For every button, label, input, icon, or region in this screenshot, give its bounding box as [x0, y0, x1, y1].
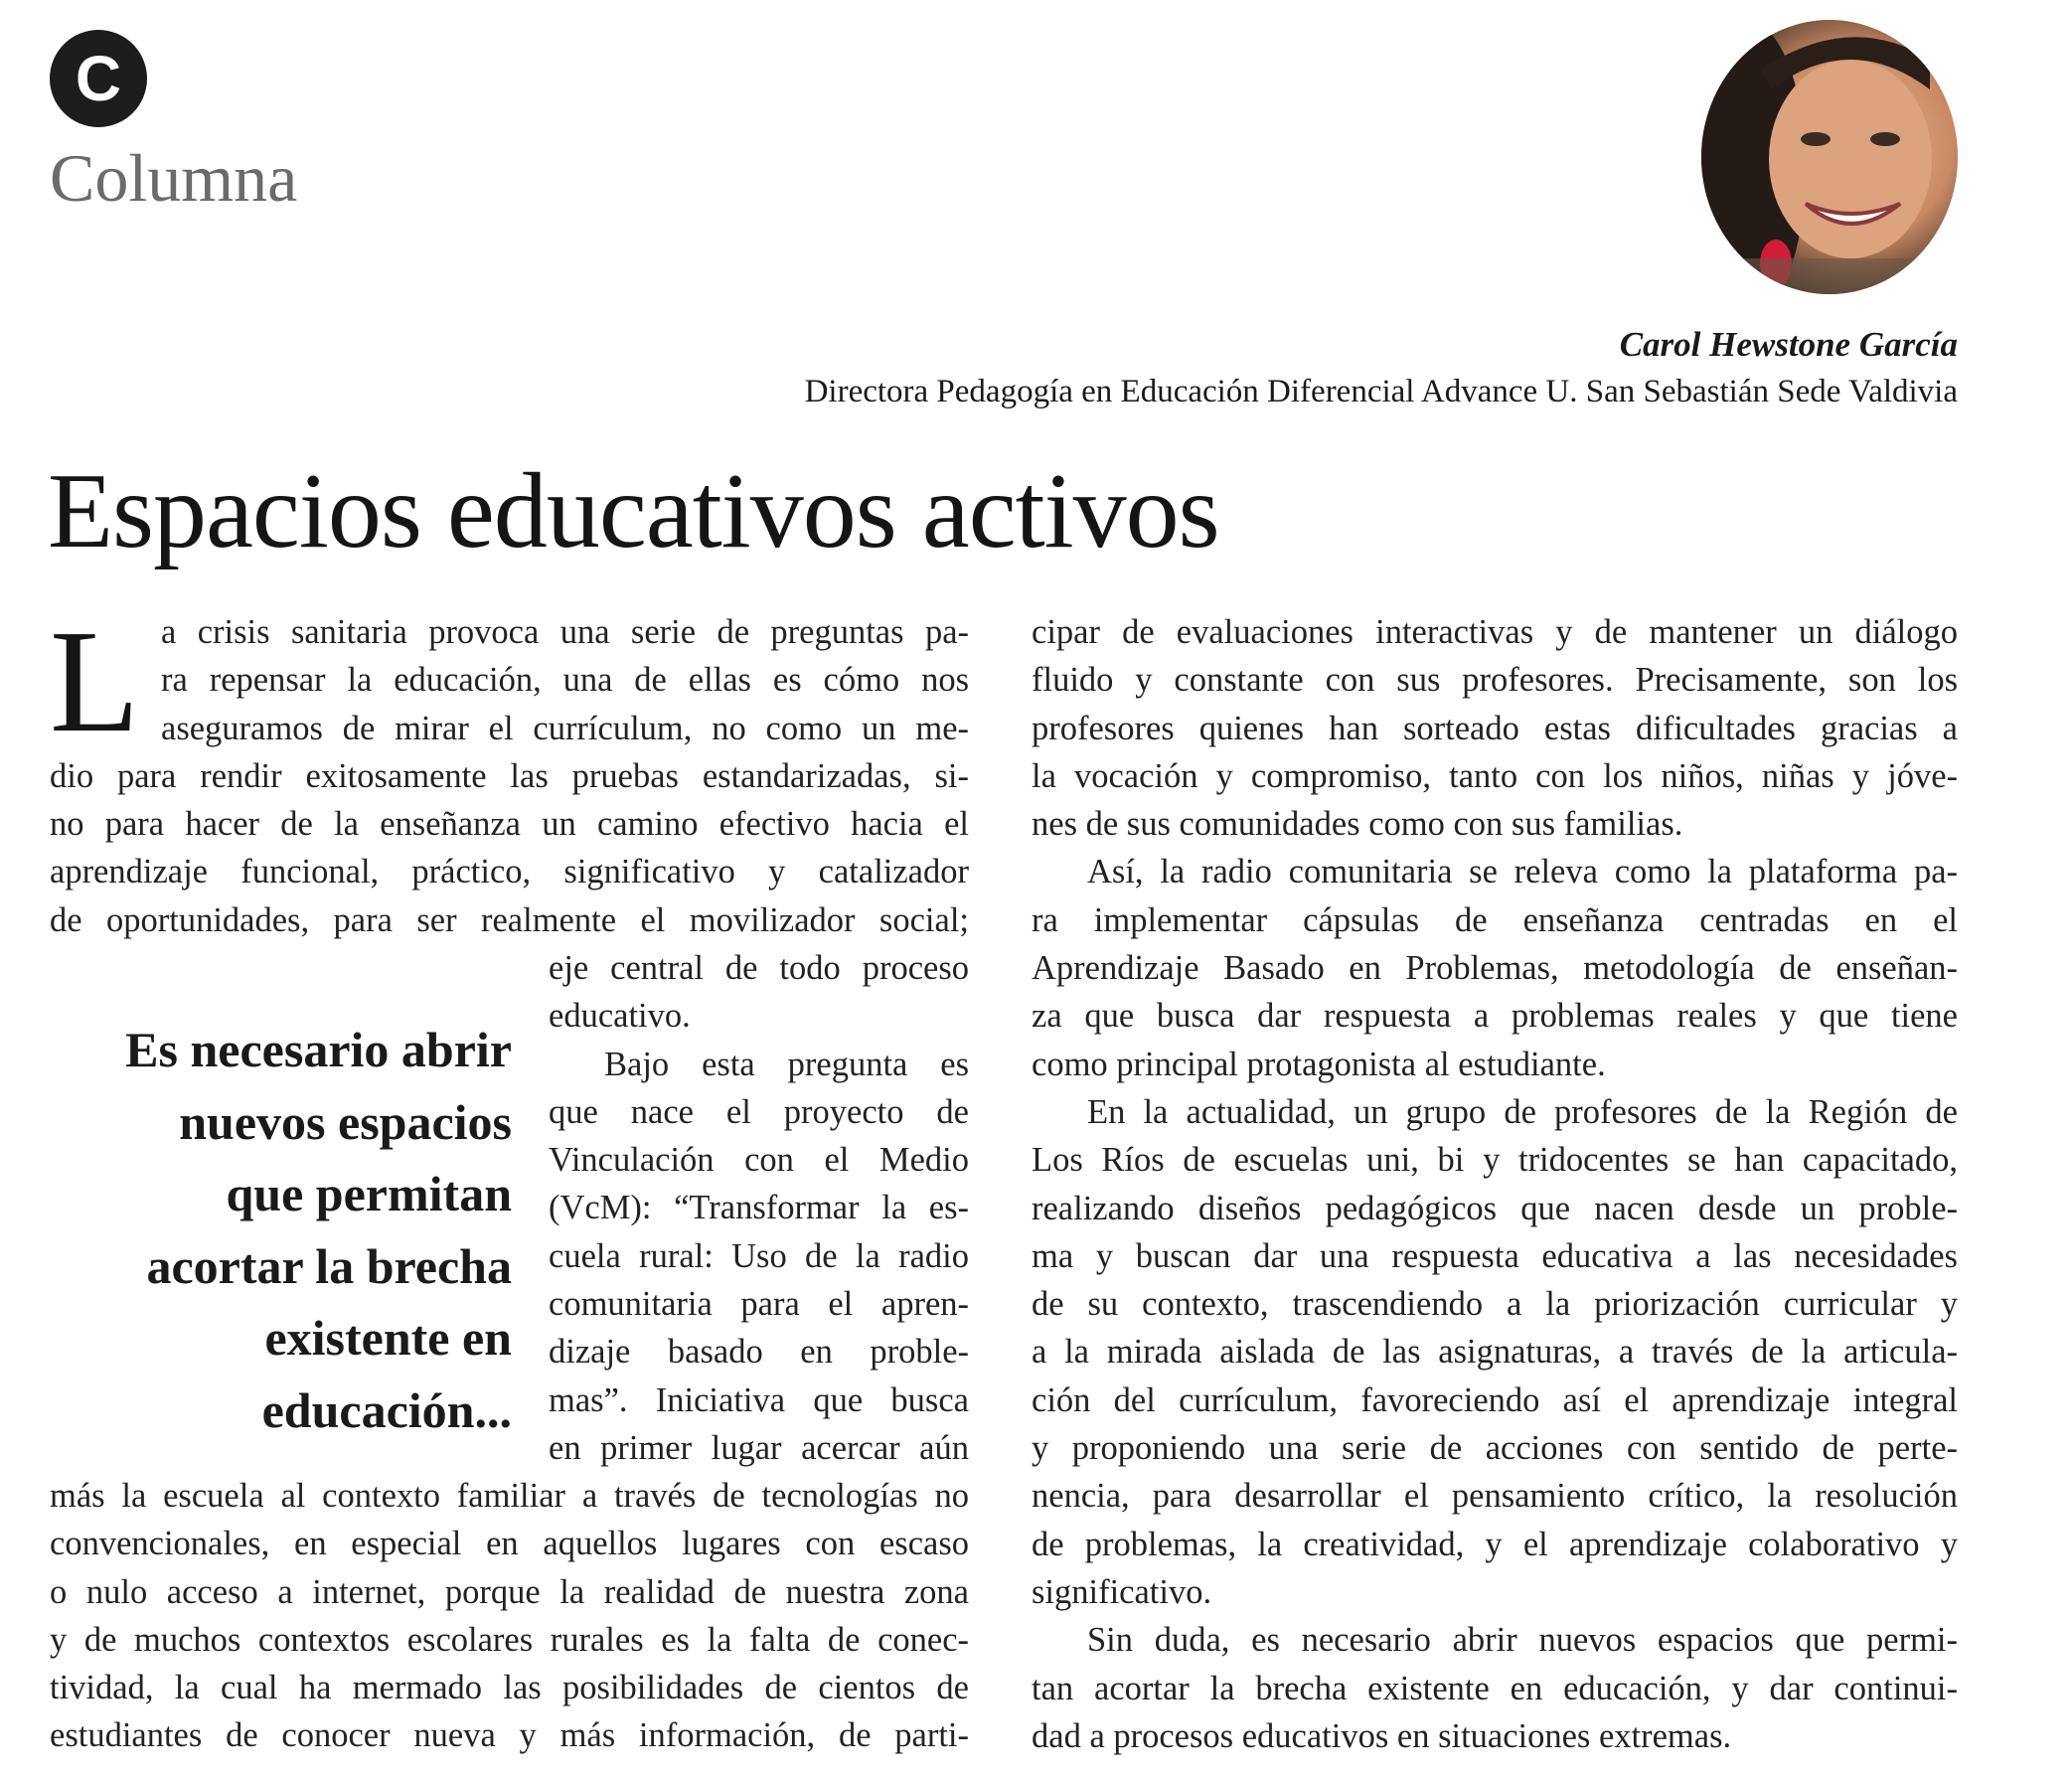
body-line: estudiantes de conocer nueva y más información, de parti- [50, 1716, 969, 1755]
body-line: cipar de evaluaciones interactivas y de mantener un diálogo [1032, 613, 1958, 651]
author-photo [1701, 20, 1958, 294]
body-column-left-top [50, 600, 969, 944]
body-line: significativo. [1032, 1572, 1212, 1611]
body-line: educativo. [549, 997, 691, 1036]
body-line: de oportunidades, para ser realmente el movilizador social; [50, 900, 969, 939]
body-line: ma y buscan dar una respuesta educativa a las necesidades [1032, 1236, 1958, 1275]
body-line: za que busca dar respuesta a problemas reales y que tiene [1032, 997, 1958, 1036]
body-line: Sin duda, es necesario abrir nuevos espacios que permi- [1087, 1621, 1958, 1660]
body-line: eje central de todo proceso [549, 949, 969, 987]
body-line: Aprendizaje Basado en Problemas, metodología de enseñan- [1032, 949, 1958, 988]
body-column-right [1032, 608, 1958, 1760]
body-line: nencia, para desarrollar el pensamiento crítico, la resolución [1032, 1477, 1958, 1516]
body-line: Bajo esta pregunta es [604, 1045, 969, 1083]
body-line: Vinculación con el Medio [549, 1141, 969, 1180]
pull-quote-line: Es necesario abrir [125, 1022, 512, 1077]
pull-quote [50, 1014, 512, 1446]
body-column-left-bottom [50, 1472, 969, 1760]
body-line: ra implementar cápsulas de enseñanza centradas en el [1032, 900, 1958, 939]
body-line: Así, la radio comunitaria se releva como la plataforma pa- [1087, 853, 1958, 891]
drop-cap: L [50, 600, 140, 763]
body-line: en primer lugar acercar aún [549, 1428, 969, 1467]
article-headline: Espacios educativos activos [48, 452, 1219, 570]
body-line: la vocación y compromiso, tanto con los niños, niñas y jóve- [1032, 756, 1958, 795]
body-line: como principal protagonista al estudiante. [1032, 1045, 1606, 1083]
body-line: mas”. Iniciativa que busca [549, 1380, 969, 1419]
body-line: convencionales, en especial en aquellos lugares con escaso [50, 1525, 969, 1563]
body-line: tan acortar la brecha existente en educación, y dar continui- [1032, 1669, 1958, 1707]
body-line: (VcM): “Transformar la es- [549, 1189, 969, 1227]
pull-quote-line: nuevos espacios [179, 1093, 512, 1150]
body-line: profesores quienes han sorteado estas dificultades gracias a [1032, 709, 1958, 747]
body-line: más la escuela al contexto familiar a través de tecnologías no [50, 1477, 969, 1515]
body-line: y de muchos contextos escolares rurales es la falta de conec- [50, 1620, 969, 1659]
body-line: aprendizaje funcional, práctico, significativo y catalizador [50, 853, 969, 891]
column-logo: C [50, 30, 147, 127]
author-name: Carol Hewstone García [1619, 325, 1958, 364]
body-line: dio para rendir exitosamente las pruebas estandarizadas, si- [50, 756, 969, 795]
body-line: Los Ríos de escuelas uni, bi y tridocentes se han capacitado, [1032, 1141, 1958, 1180]
body-line: dizaje basado en proble- [549, 1333, 969, 1372]
body-line: dad a procesos educativos en situaciones extremas. [1032, 1716, 1732, 1755]
pull-quote-line: educación... [261, 1381, 512, 1438]
body-line: En la actualidad, un grupo de profesores de la Región de [1087, 1092, 1958, 1131]
body-line: y proponiendo una serie de acciones con sentido de perte- [1032, 1429, 1958, 1468]
pull-quote-line: que permitan [226, 1166, 512, 1221]
body-line: ra repensar la educación, una de ellas es cómo nos [161, 661, 969, 700]
pull-quote-line: acortar la brecha [146, 1237, 512, 1294]
body-line: fluido y constante con sus profesores. Precisamente, son los [1032, 661, 1958, 700]
body-line: de su contexto, trascendiendo a la priorización curricular y [1032, 1285, 1958, 1324]
section-label: Columna [50, 140, 298, 216]
body-line: comunitaria para el apren- [549, 1285, 969, 1324]
body-line: de problemas, la creatividad, y el aprendizaje colaborativo y [1032, 1525, 1958, 1563]
body-line: o nulo acceso a internet, porque la realidad de nuestra zona [50, 1572, 969, 1611]
body-line: que nace el proyecto de [549, 1092, 969, 1131]
body-line: realizando diseños pedagógicos que nacen desde un proble- [1032, 1189, 1958, 1227]
body-line: nes de sus comunidades como con sus familias. [1032, 805, 1683, 844]
body-line: a la mirada aislada de las asignaturas, a través de la articula- [1032, 1333, 1958, 1372]
body-line: no para hacer de la enseñanza un camino efectivo hacia el [50, 805, 969, 844]
body-line: aseguramos de mirar el currículum, no como un me- [161, 709, 969, 747]
author-role: Directora Pedagogía en Educación Diferencial Advance U. San Sebastián Sede Valdivia [804, 374, 1958, 409]
pull-quote-line: existente en [264, 1310, 512, 1366]
body-line: ción del currículum, favoreciendo así el aprendizaje integral [1032, 1380, 1958, 1419]
body-column-left-mid [549, 944, 969, 1472]
body-line: tividad, la cual ha mermado las posibilidades de cientos de [50, 1669, 969, 1707]
body-line: a crisis sanitaria provoca una serie de preguntas pa- [161, 613, 969, 651]
body-line: cuela rural: Uso de la radio [549, 1236, 969, 1275]
